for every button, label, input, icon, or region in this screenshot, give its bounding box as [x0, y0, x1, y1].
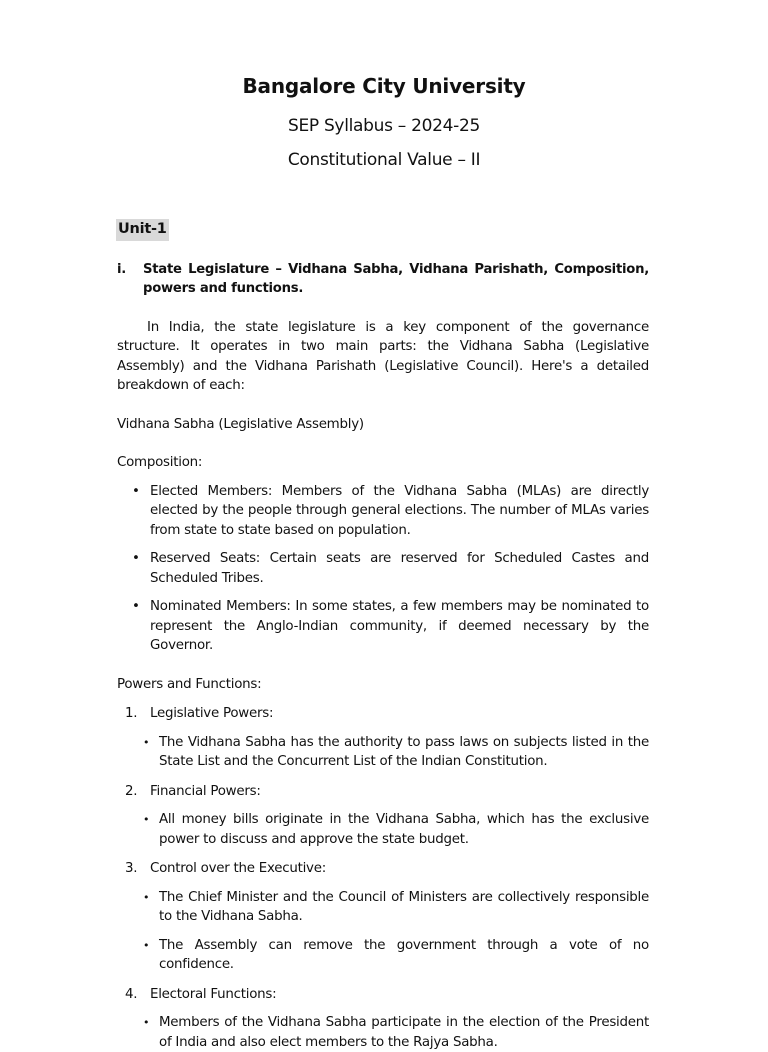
- numbered-item: [117, 985, 649, 1005]
- university-title: Bangalore City University: [242, 74, 526, 98]
- unit-label: Unit-1: [116, 219, 169, 241]
- section-heading: [117, 260, 649, 299]
- list-item: [117, 549, 649, 588]
- sub-list: [117, 810, 649, 849]
- powers-heading: Powers and Functions:: [117, 676, 262, 692]
- bullet-icon: •: [143, 813, 150, 826]
- list-item-text: Nominated Members: In some states, a few members may be nominated to represent the Anglo-Indian community, if deemed necessary by the Governor.: [150, 599, 649, 653]
- item-number: 2.: [125, 783, 138, 799]
- list-item: [117, 482, 649, 541]
- syllabus-subtitle: SEP Syllabus – 2024-25: [287, 116, 481, 136]
- bullet-icon: •: [132, 483, 140, 499]
- item-label: Electoral Functions:: [150, 986, 277, 1002]
- numbered-item: [117, 782, 649, 802]
- list-item-text: Members of the Vidhana Sabha participate in the election of the President of India and also elect members to the Rajya Sabha.: [159, 1015, 649, 1050]
- course-title: Constitutional Value – II: [287, 150, 481, 170]
- list-item: [117, 597, 649, 656]
- item-label: Legislative Powers:: [150, 706, 274, 721]
- section-number: i.: [117, 261, 127, 277]
- bullet-icon: •: [132, 599, 140, 614]
- list-item: [117, 810, 649, 849]
- composition-heading: Composition:: [117, 455, 203, 470]
- list-item: [117, 888, 649, 927]
- item-number: 1.: [125, 706, 138, 721]
- list-item-text: The Assembly can remove the government through a vote of no confidence.: [159, 937, 649, 972]
- sub-list: [117, 1013, 649, 1052]
- list-item-text: Elected Members: Members of the Vidhana Sabha (MLAs) are directly elected by the people through general elections. The number of MLAs varies from state to state based on population.: [150, 483, 649, 538]
- list-item-text: The Chief Minister and the Council of Ministers are collectively responsible to the Vidhana Sabha.: [159, 889, 649, 924]
- sub-list: [117, 733, 649, 772]
- bullet-icon: •: [143, 938, 150, 952]
- sabha-subheading: Vidhana Sabha (Legislative Assembly): [117, 416, 364, 432]
- numbered-item: [117, 704, 649, 724]
- list-item-text: All money bills originate in the Vidhana Sabha, which has the exclusive power to discuss and approve the state budget.: [159, 812, 649, 847]
- composition-list: [117, 482, 649, 656]
- bullet-icon: •: [143, 890, 150, 904]
- bullet-icon: •: [143, 1016, 150, 1029]
- list-item: [117, 1013, 649, 1052]
- bullet-icon: •: [143, 735, 150, 749]
- item-label: Financial Powers:: [150, 783, 261, 799]
- list-item: [117, 936, 649, 975]
- list-item-text: The Vidhana Sabha has the authority to pass laws on subjects listed in the State List and the Concurrent List of the Indian Constitution.: [159, 734, 649, 769]
- item-number: 3.: [125, 861, 138, 876]
- bullet-icon: •: [132, 551, 140, 566]
- section-heading-text: State Legislature – Vidhana Sabha, Vidhana Parishath, Composition, powers and functions.: [143, 261, 649, 296]
- list-item-text: Reserved Seats: Certain seats are reserved for Scheduled Castes and Scheduled Tribes.: [150, 551, 649, 586]
- item-number: 4.: [125, 986, 138, 1002]
- item-label: Control over the Executive:: [150, 861, 326, 876]
- numbered-item: [117, 859, 649, 879]
- document-body: [117, 219, 649, 1052]
- list-item: [117, 733, 649, 772]
- intro-paragraph: In India, the state legislature is a key component of the governance structure. It operates in two main parts: the Vidhana Sabha (Legislative Assembly) and the Vidhana Parishath (Legislative Council). Here's a detailed breakdown of each:: [117, 319, 649, 393]
- sub-list: [117, 888, 649, 975]
